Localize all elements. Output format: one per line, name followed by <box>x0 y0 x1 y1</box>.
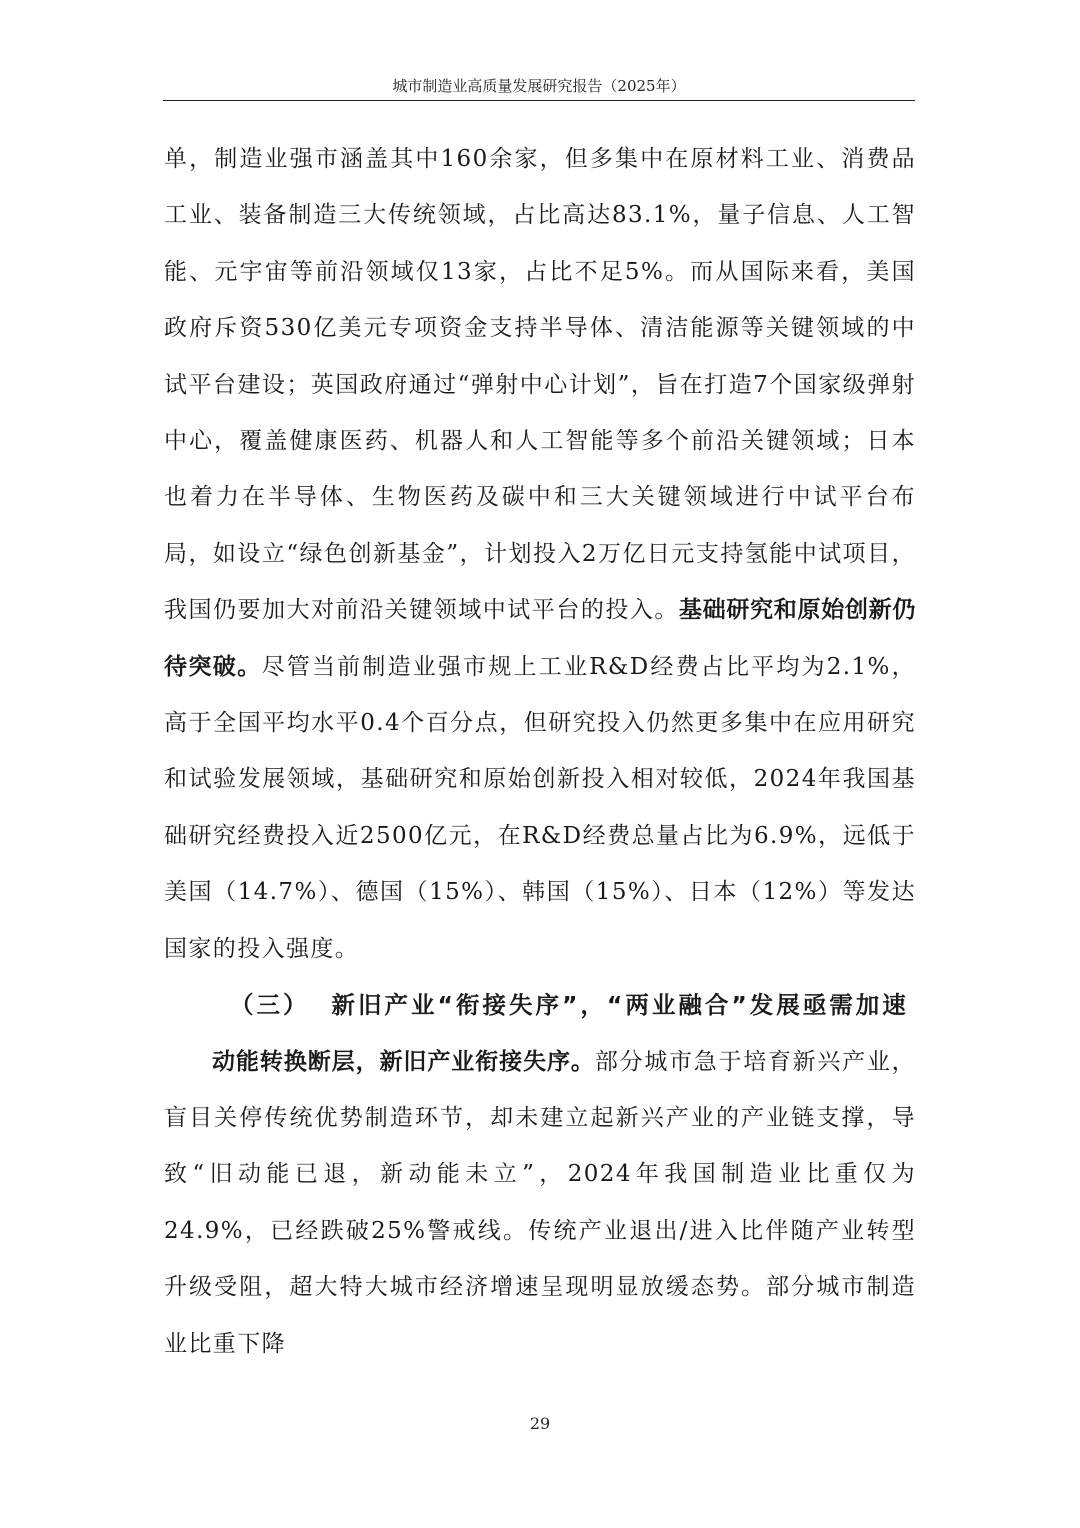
paragraph-text: 尽管当前制造业强市规上工业R&D经费占比平均为2.1%，高于全国平均水平0.4个百分点，但研究投入仍然更多集中在应用研究和试验发展领域，基础研究和原始创新投入相对较低，2024年我国基础研究经费投入近2500亿元，在R&D经费总量占比为6.9%，远低于美国（14.7%）、德国（15%）、韩国（15%）、日本（12%）等发达国家的投入强度。 <box>164 653 916 962</box>
page-body <box>164 131 916 1372</box>
paragraph-text: 部分城市急于培育新兴产业，盲目关停传统优势制造环节，却未建立起新兴产业的产业链支撑，导致“旧动能已退，新动能未立”，2024年我国制造业比重仅为24.9%，已经跌破25%警戒线。传统产业退出/进入比伴随产业转型升级受阻，超大特大城市经济增速呈现明显放缓态势。部分城市制造业比重下降 <box>164 1048 916 1357</box>
section-number: （三） <box>230 991 310 1020</box>
page-number: 29 <box>529 1414 551 1433</box>
bold-lead-sentence: 动能转换断层，新旧产业衔接失序。 <box>212 1048 595 1075</box>
running-header: 城市制造业高质量发展研究报告（2025年） <box>392 77 686 95</box>
bold-lead-sentence: 基础研究和原始创新仍待突破。 <box>164 597 917 680</box>
header-rule <box>163 100 915 101</box>
section-title: 新旧产业“衔接失序”，“两业融合”发展亟需加速 <box>331 991 909 1020</box>
body-paragraph <box>164 131 916 977</box>
body-paragraph <box>164 1034 916 1372</box>
section-heading <box>164 977 916 1033</box>
paragraph-text: 单，制造业强市涵盖其中160余家，但多集中在原材料工业、消费品工业、装备制造三大传统领域，占比高达83.1%，量子信息、人工智能、元宇宙等前沿领域仅13家，占比不足5%。而从国际来看，美国政府斥资530亿美元专项资金支持半导体、清洁能源等关键领域的中试平台建设；英国政府通过“弹射中心计划”，旨在打造7个国家级弹射中心，覆盖健康医药、机器人和人工智能等多个前沿关键领域；日本也着力在半导体、生物医药及碳中和三大关键领域进行中试平台布局，如设立“绿色创新基金”，计划投入2万亿日元支持氢能中试项目，我国仍要加大对前沿关键领域中试平台的投入。 <box>164 146 916 624</box>
